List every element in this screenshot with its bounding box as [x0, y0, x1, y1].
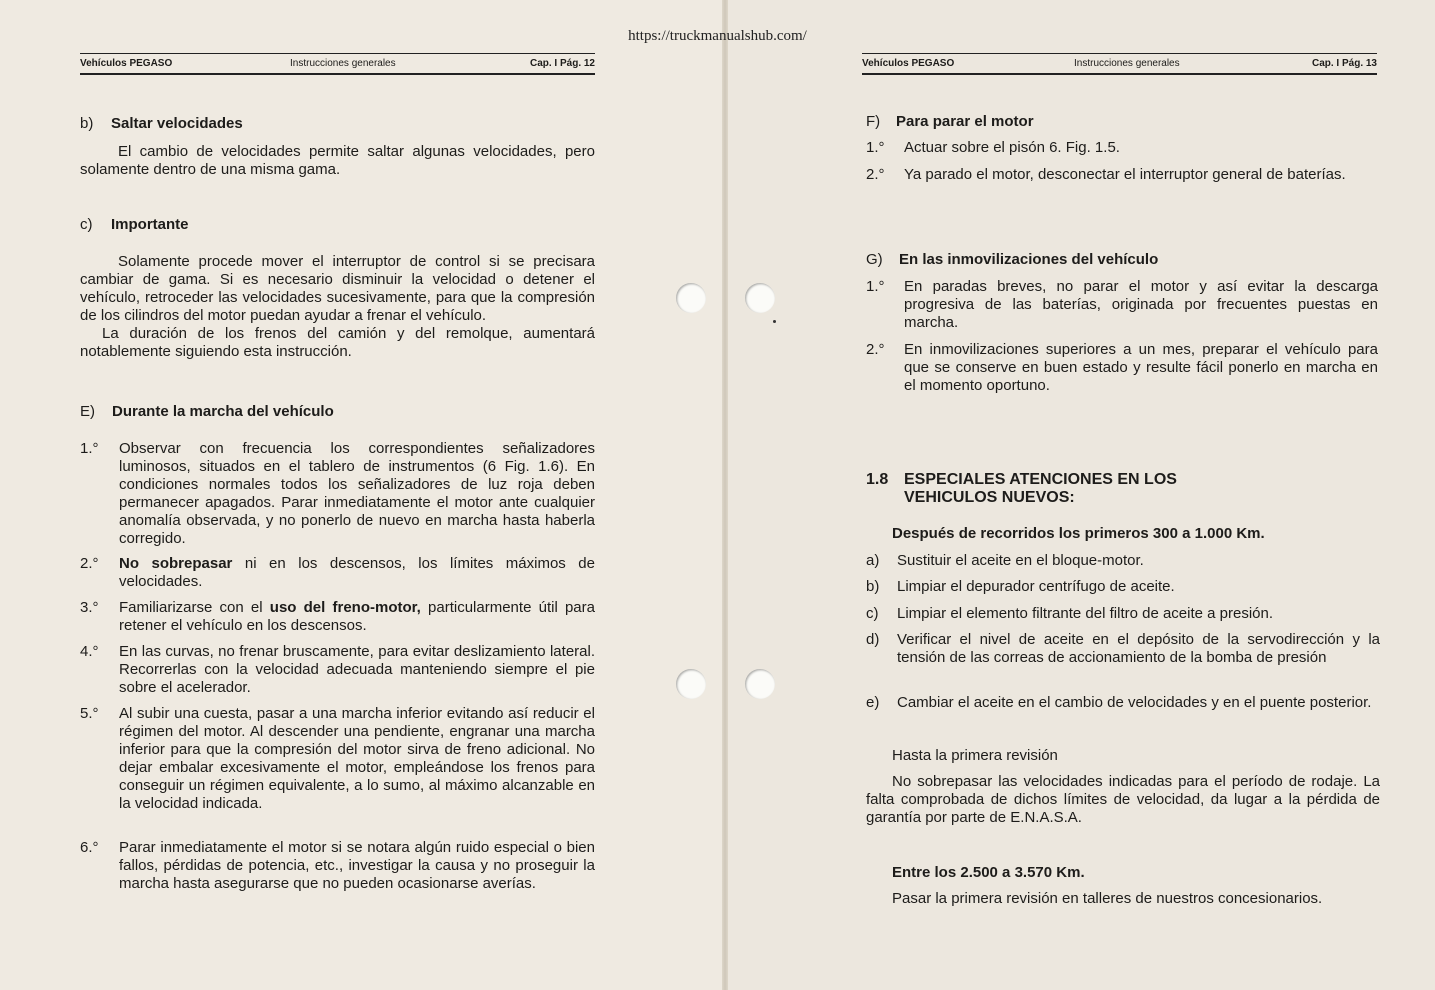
section-f-label: F) [866, 113, 881, 130]
item-letter: a) [866, 552, 880, 569]
item-number: 3.° [80, 599, 99, 616]
section-c-label: c) [80, 216, 93, 233]
item-number: 5.° [80, 705, 99, 722]
item-letter: d) [866, 631, 880, 648]
list-item-text-rest: particularmente útil para retener el vehículo en los descensos. [119, 599, 595, 634]
list-item-text: En paradas breves, no parar el motor y así evitar la descarga progresiva de las baterías, originada por frecuentes puestas en marcha. [904, 278, 1378, 331]
section-b-text: El cambio de velocidades permite saltar algunas velocidades, pero solamente dentro de una misma gama. [80, 143, 595, 178]
source-url: https://truckmanualshub.com/ [628, 28, 807, 44]
item-number: 2.° [80, 555, 99, 572]
range-text: Pasar la primera revisión en talleres de nuestros concesionarios. [892, 890, 1323, 907]
speck [773, 320, 776, 323]
item-letter: c) [866, 605, 879, 622]
bold-phrase: No sobrepasar [119, 555, 233, 572]
punch-hole [676, 283, 706, 313]
list-item-text: Sustituir el aceite en el bloque-motor. [897, 552, 1144, 569]
punch-hole [745, 283, 775, 313]
revision-title: Hasta la primera revisión [892, 747, 1058, 764]
list-item-text: Ya parado el motor, desconectar el interruptor general de baterías. [904, 166, 1346, 183]
item-number: 6.° [80, 839, 99, 856]
section-c-paragraph-2: La duración de los frenos del camión y del remolque, aumentará notablemente siguiendo esta instrucción. [80, 325, 595, 360]
section-c-paragraph-1: Solamente procede mover el interruptor de control si se precisara cambiar de gama. Si es necesario disminuir la velocidad o detener el vehículo, retroceder las velocidades sucesivamente, para que la compresión de los cilindros del motor puedan ayudar a frenar el vehículo. [80, 253, 595, 324]
section-b-label: b) [80, 115, 94, 132]
bold-phrase: uso del freno-motor, [269, 599, 421, 616]
item-number: 1.° [80, 440, 99, 457]
header-section: Instrucciones generales [1074, 58, 1180, 69]
header-brand: Vehículos PEGASO [862, 58, 955, 69]
section-g-label: G) [866, 251, 883, 268]
section-g-title: En las inmovilizaciones del vehículo [899, 251, 1159, 268]
revision-text: No sobrepasar las velocidades indicadas para el período de rodaje. La falta comprobada de dichos límites de velocidad, da lugar a la pérdida de garantía por parte de E.N.A.S.A. [866, 773, 1380, 826]
item-letter: e) [866, 694, 880, 711]
item-number: 2.° [866, 341, 885, 358]
list-item-text-rest: ni en los descensos, los límites máximos de velocidades. [119, 555, 595, 590]
list-item-text: Observar con frecuencia los correspondientes señalizadores luminosos, situados en el tablero de instrumentos (6 Fig. 1.6). En condiciones normales todos los señalizadores de luz roja deben permanecer apagados. Parar inmediatamente el motor ante cualquier anomalía observada, y no ponerlo de nuevo en marcha hasta haberla corregido. [119, 440, 595, 547]
section-b-title: Saltar velocidades [111, 115, 243, 132]
header-section: Instrucciones generales [290, 58, 396, 69]
book-spine [722, 0, 728, 990]
punch-hole [745, 669, 775, 699]
list-item-text: Limpiar el elemento filtrante del filtro de aceite a presión. [897, 605, 1274, 622]
header-page-number: Cap. I Pág. 12 [529, 58, 595, 69]
list-item-text: Parar inmediatamente el motor si se notara algún ruido especial o bien fallos, pérdidas de potencia, etc., investigar la causa y no proseguir la marcha hasta asegurarse que no pueden ocasionarse averías. [119, 839, 595, 892]
list-item-text: En las curvas, no frenar bruscamente, para evitar deslizamiento lateral. Recorrerlas con la velocidad adecuada manteniendo siempre el pie sobre el acelerador. [119, 643, 595, 696]
section-c-title: Importante [111, 216, 189, 233]
header-brand: Vehículos PEGASO [80, 58, 173, 69]
list-item-text: Al subir una cuesta, pasar a una marcha inferior evitando así reducir el régimen del motor. Al descender una pendiente, engranar una marcha inferior para que la compresión del motor sirva de freno adicional. No dejar embalar excesivamente el motor, empleándose los frenos para conseguir un régimen equivalente, a lo sumo, al máximo alcanzable en la velocidad indicada. [119, 705, 595, 812]
section-1-8-title: ESPECIALES ATENCIONES EN LOS VEHICULOS NUEVOS: [904, 471, 1177, 506]
section-e-label: E) [80, 403, 95, 420]
item-number: 4.° [80, 643, 99, 660]
header-page-number: Cap. I Pág. 13 [1311, 58, 1377, 69]
punch-hole [676, 669, 706, 699]
item-number: 2.° [866, 166, 885, 183]
list-item-text [119, 555, 595, 591]
item-number: 1.° [866, 139, 885, 156]
left-page-header [80, 53, 595, 73]
list-item-text: Actuar sobre el pisón 6. Fig. 1.5. [904, 139, 1120, 156]
section-e-title: Durante la marcha del vehículo [112, 403, 334, 420]
item-number: 1.° [866, 278, 885, 295]
list-item-text: Limpiar el depurador centrífugo de aceite. [897, 578, 1175, 595]
list-item-text: En inmovilizaciones superiores a un mes, preparar el vehículo para que se conserve en buen estado y resulte fácil ponerlo en marcha en el momento oportuno. [904, 341, 1378, 394]
list-item-text: Verificar el nivel de aceite en el depósito de la servodirección y la tensión de las correas de accionamiento de la bomba de presión [897, 631, 1380, 666]
section-f-title: Para parar el motor [896, 113, 1034, 130]
section-1-8-subtitle: Después de recorridos los primeros 300 a 1.000 Km. [892, 525, 1265, 542]
list-item-text [119, 599, 595, 635]
right-page-header [862, 53, 1377, 73]
range-title: Entre los 2.500 a 3.570 Km. [892, 864, 1085, 881]
section-1-8-number: 1.8 [866, 471, 889, 488]
item-letter: b) [866, 578, 880, 595]
list-item-text-pre: Familiarizarse con el [119, 599, 270, 616]
list-item-text: Cambiar el aceite en el cambio de velocidades y en el puente posterior. [897, 694, 1372, 711]
